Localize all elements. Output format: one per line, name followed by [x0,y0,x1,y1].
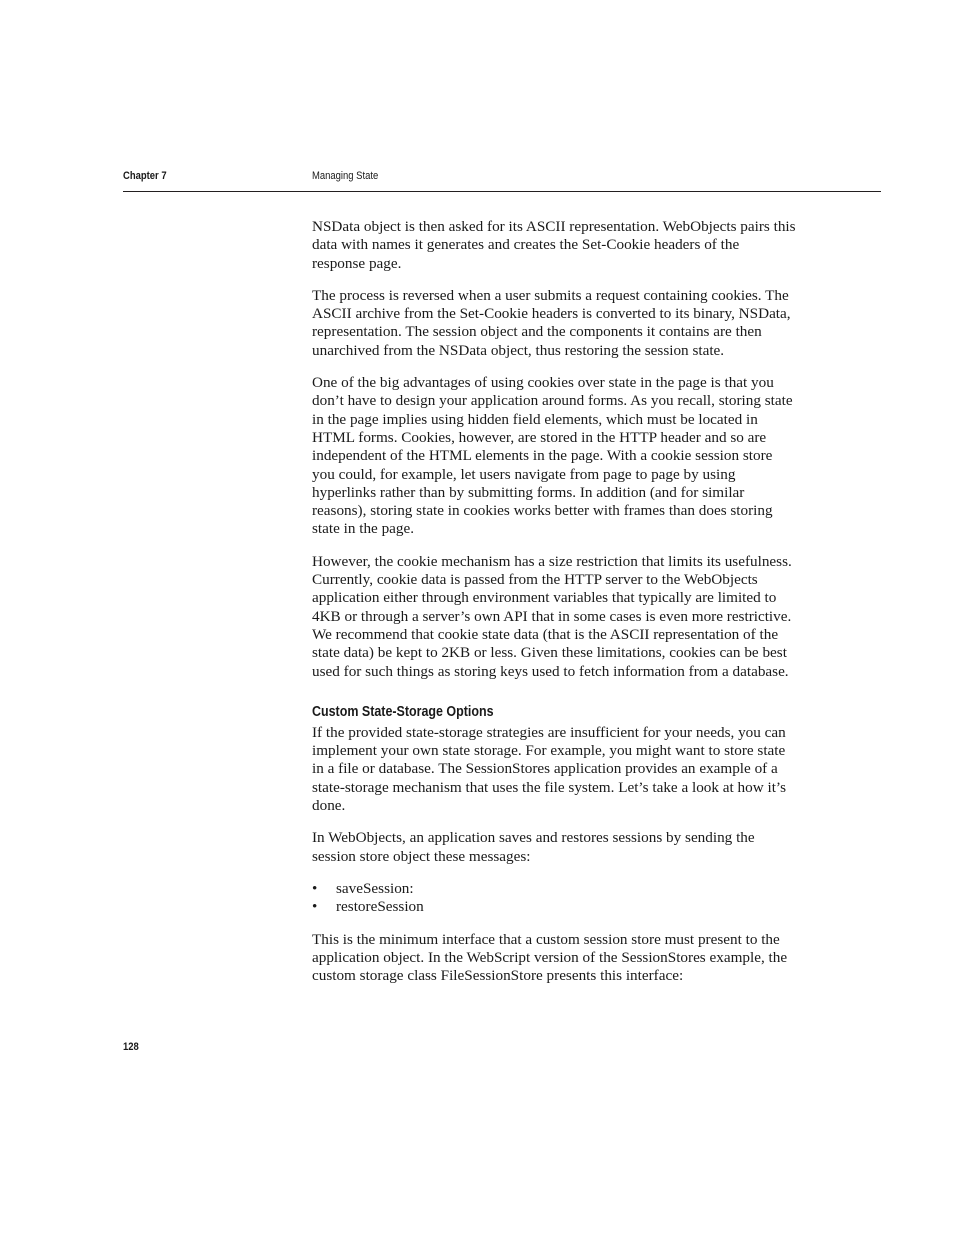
paragraph-size-restriction: However, the cookie mechanism has a size restriction that limits its usefulness. Currently, cookie data is passed from the HTTP server to the WebObjects application either through environment variables that typically are limited to 4KB or through a server’s own API that in some cases is even more restrictive. We recommend that cookie state data (that is the ASCII representation of the state data) be kept to 2KB or less. Given these limitations, cookies can be best used for such things as storing keys used to fetch information from a database. [312,552,792,680]
paragraph-custom-storage: If the provided state-storage strategies are insufficient for your needs, you can implement your own state storage. For example, you might want to store state in a file or database. The SessionStores application provides an example of a state-storage mechanism that uses the file system. Let’s take a look at how it’s done. [312,723,787,815]
chapter-label: Chapter 7 [123,170,167,182]
list-item-text: saveSession: [336,879,414,897]
list-item [312,880,796,898]
page-number: 128 [123,1041,139,1053]
bullet-icon: • [312,898,318,916]
list-item [312,898,796,916]
paragraph-cookie-advantages: One of the big advantages of using cookies over state in the page is that you don’t have to design your application around forms. As you recall, storing state in the page implies using hidden field elements, which must be located in HTML forms. Cookies, however, are stored in the HTTP header and so are independent of the HTML elements in the page. With a cookie session store you could, for example, let users navigate from page to page by using hyperlinks rather than by submitting forms. In addition (and for similar reasons), storing state in cookies works better with frames than does storing state in the page. [312,374,793,538]
paragraph-nsdata: NSData object is then asked for its ASCII representation. WebObjects pairs this data with names it generates and creates the Set-Cookie headers of the response page. [312,218,796,272]
section-heading: Custom State-Storage Options [312,703,494,720]
list-item-text: restoreSession [336,898,424,916]
running-title: Managing State [312,170,379,182]
message-list [312,880,796,917]
paragraph-save-restore: In WebObjects, an application saves and restores sessions by sending the session store object these messages: [312,829,755,865]
paragraph-minimum-interface: This is the minimum interface that a custom session store must present to the application object. In the WebScript version of the SessionStores example, the custom storage class FileSessionStore presents this interface: [312,930,788,985]
paragraph-process-reversed: The process is reversed when a user submits a request containing cookies. The ASCII archive from the Set-Cookie headers is converted to its binary, NSData, representation. The session object and the components it contains are then unarchived from the NSData object, thus restoring the session state. [312,286,791,359]
running-header [123,170,881,192]
body-text [312,218,796,999]
bullet-icon: • [312,879,318,897]
